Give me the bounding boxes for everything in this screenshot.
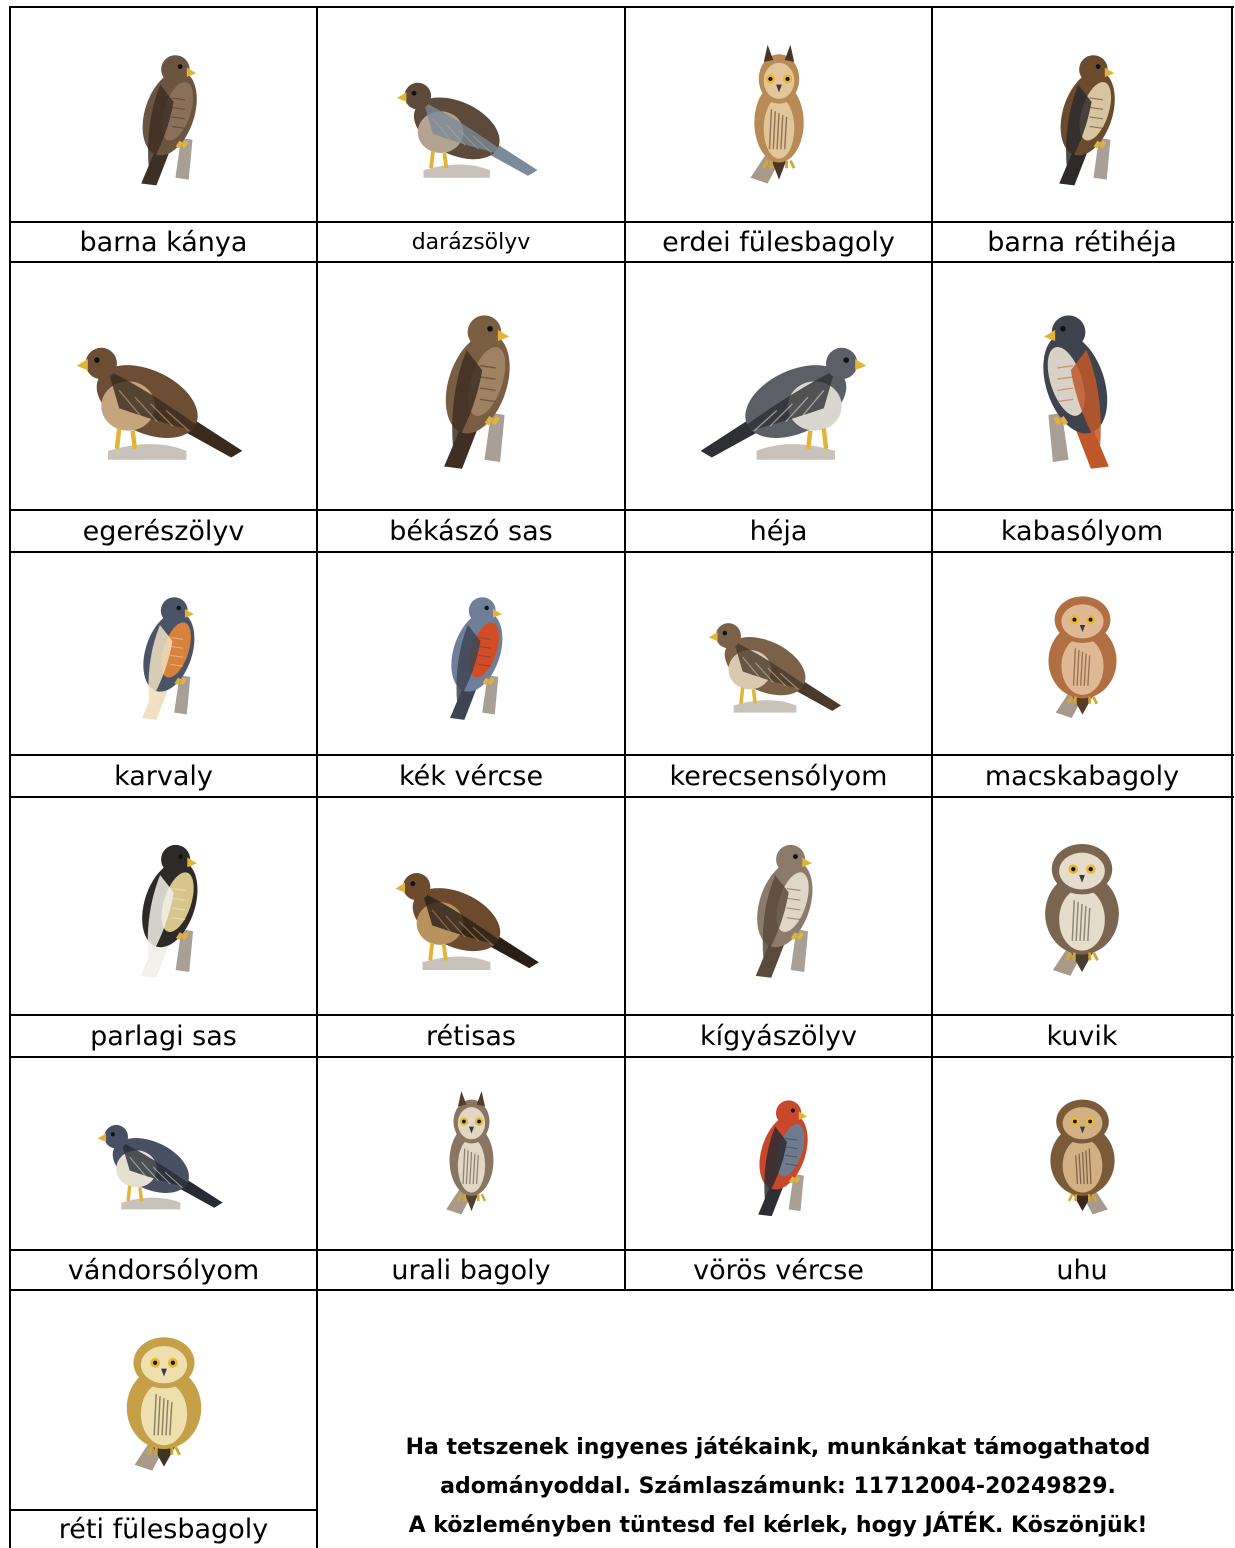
bird-name-label: egerészölyv [82, 515, 245, 547]
imperial-eagle-illustration [67, 810, 261, 1004]
bird-name-label: macskabagoly [984, 760, 1180, 792]
grid-top-border [9, 6, 1234, 8]
bird-name-label: kék vércse [398, 760, 544, 792]
ural-owl-illustration [387, 1070, 556, 1239]
peregrine-falcon-illustration [79, 1070, 248, 1239]
bird-name-label: urali bagoly [391, 1254, 551, 1286]
grid-column-line [1231, 7, 1233, 1290]
red-footed-falcon-illustration [382, 565, 561, 744]
bird-name-label: héja [749, 515, 808, 547]
bird-name-label: kígyászölyv [699, 1020, 858, 1052]
white-tailed-eagle-illustration [374, 810, 568, 1004]
donation-note-line-2: adományoddal. Számlaszámunk: 11712004-20249829. [440, 1474, 1116, 1499]
bird-name-label: erdei fülesbagoly [662, 226, 895, 258]
donation-note-line-3: A közleményben tüntesd fel kérlek, hogy JÁTÉK. Köszönjük! [408, 1513, 1148, 1538]
bird-name-label: békászó sas [389, 515, 553, 547]
bird-name-label: darázsölyv [411, 229, 531, 255]
short-eared-owl-illustration [66, 1303, 262, 1499]
black-kite-illustration [69, 21, 259, 211]
bird-name-label: réti fülesbagoly [58, 1513, 269, 1545]
bird-name-label: barna rétihéja [987, 226, 1177, 258]
bird-name-label: uhu [1056, 1254, 1108, 1286]
common-buzzard-illustration [52, 275, 276, 499]
bird-name-label: kerecsensólyom [669, 760, 888, 792]
little-owl-illustration [985, 810, 1179, 1004]
hobby-illustration [970, 275, 1194, 499]
bird-name-label: rétisas [426, 1020, 516, 1052]
grid-column-line [931, 7, 933, 1290]
grid-column-line [624, 7, 626, 1290]
lesser-spotted-eagle-illustration [359, 275, 583, 499]
saker-falcon-illustration [689, 565, 868, 744]
eagle-owl-illustration [998, 1070, 1167, 1239]
bird-name-label: parlagi sas [90, 1020, 237, 1052]
honey-buzzard-illustration [376, 21, 566, 211]
bird-name-label: kuvik [1046, 1020, 1118, 1052]
sparrowhawk-illustration [74, 565, 253, 744]
donation-note-line-1: Ha tetszenek ingyenes játékaink, munkánkat támogathatod [405, 1435, 1151, 1460]
tawny-owl-illustration [993, 565, 1172, 744]
donation-note [322, 1428, 1234, 1545]
bird-name-label: kabasólyom [1000, 515, 1164, 547]
kestrel-illustration [694, 1070, 863, 1239]
goshawk-illustration [667, 275, 891, 499]
short-toed-eagle-illustration [682, 810, 876, 1004]
bird-name-label: karvaly [114, 760, 213, 792]
marsh-harrier-illustration [987, 21, 1177, 211]
long-eared-owl-illustration [684, 21, 874, 211]
bird-name-label: barna kánya [79, 226, 248, 258]
bird-name-label: vörös vércse [693, 1254, 864, 1286]
bird-name-label: vándorsólyom [67, 1254, 260, 1286]
